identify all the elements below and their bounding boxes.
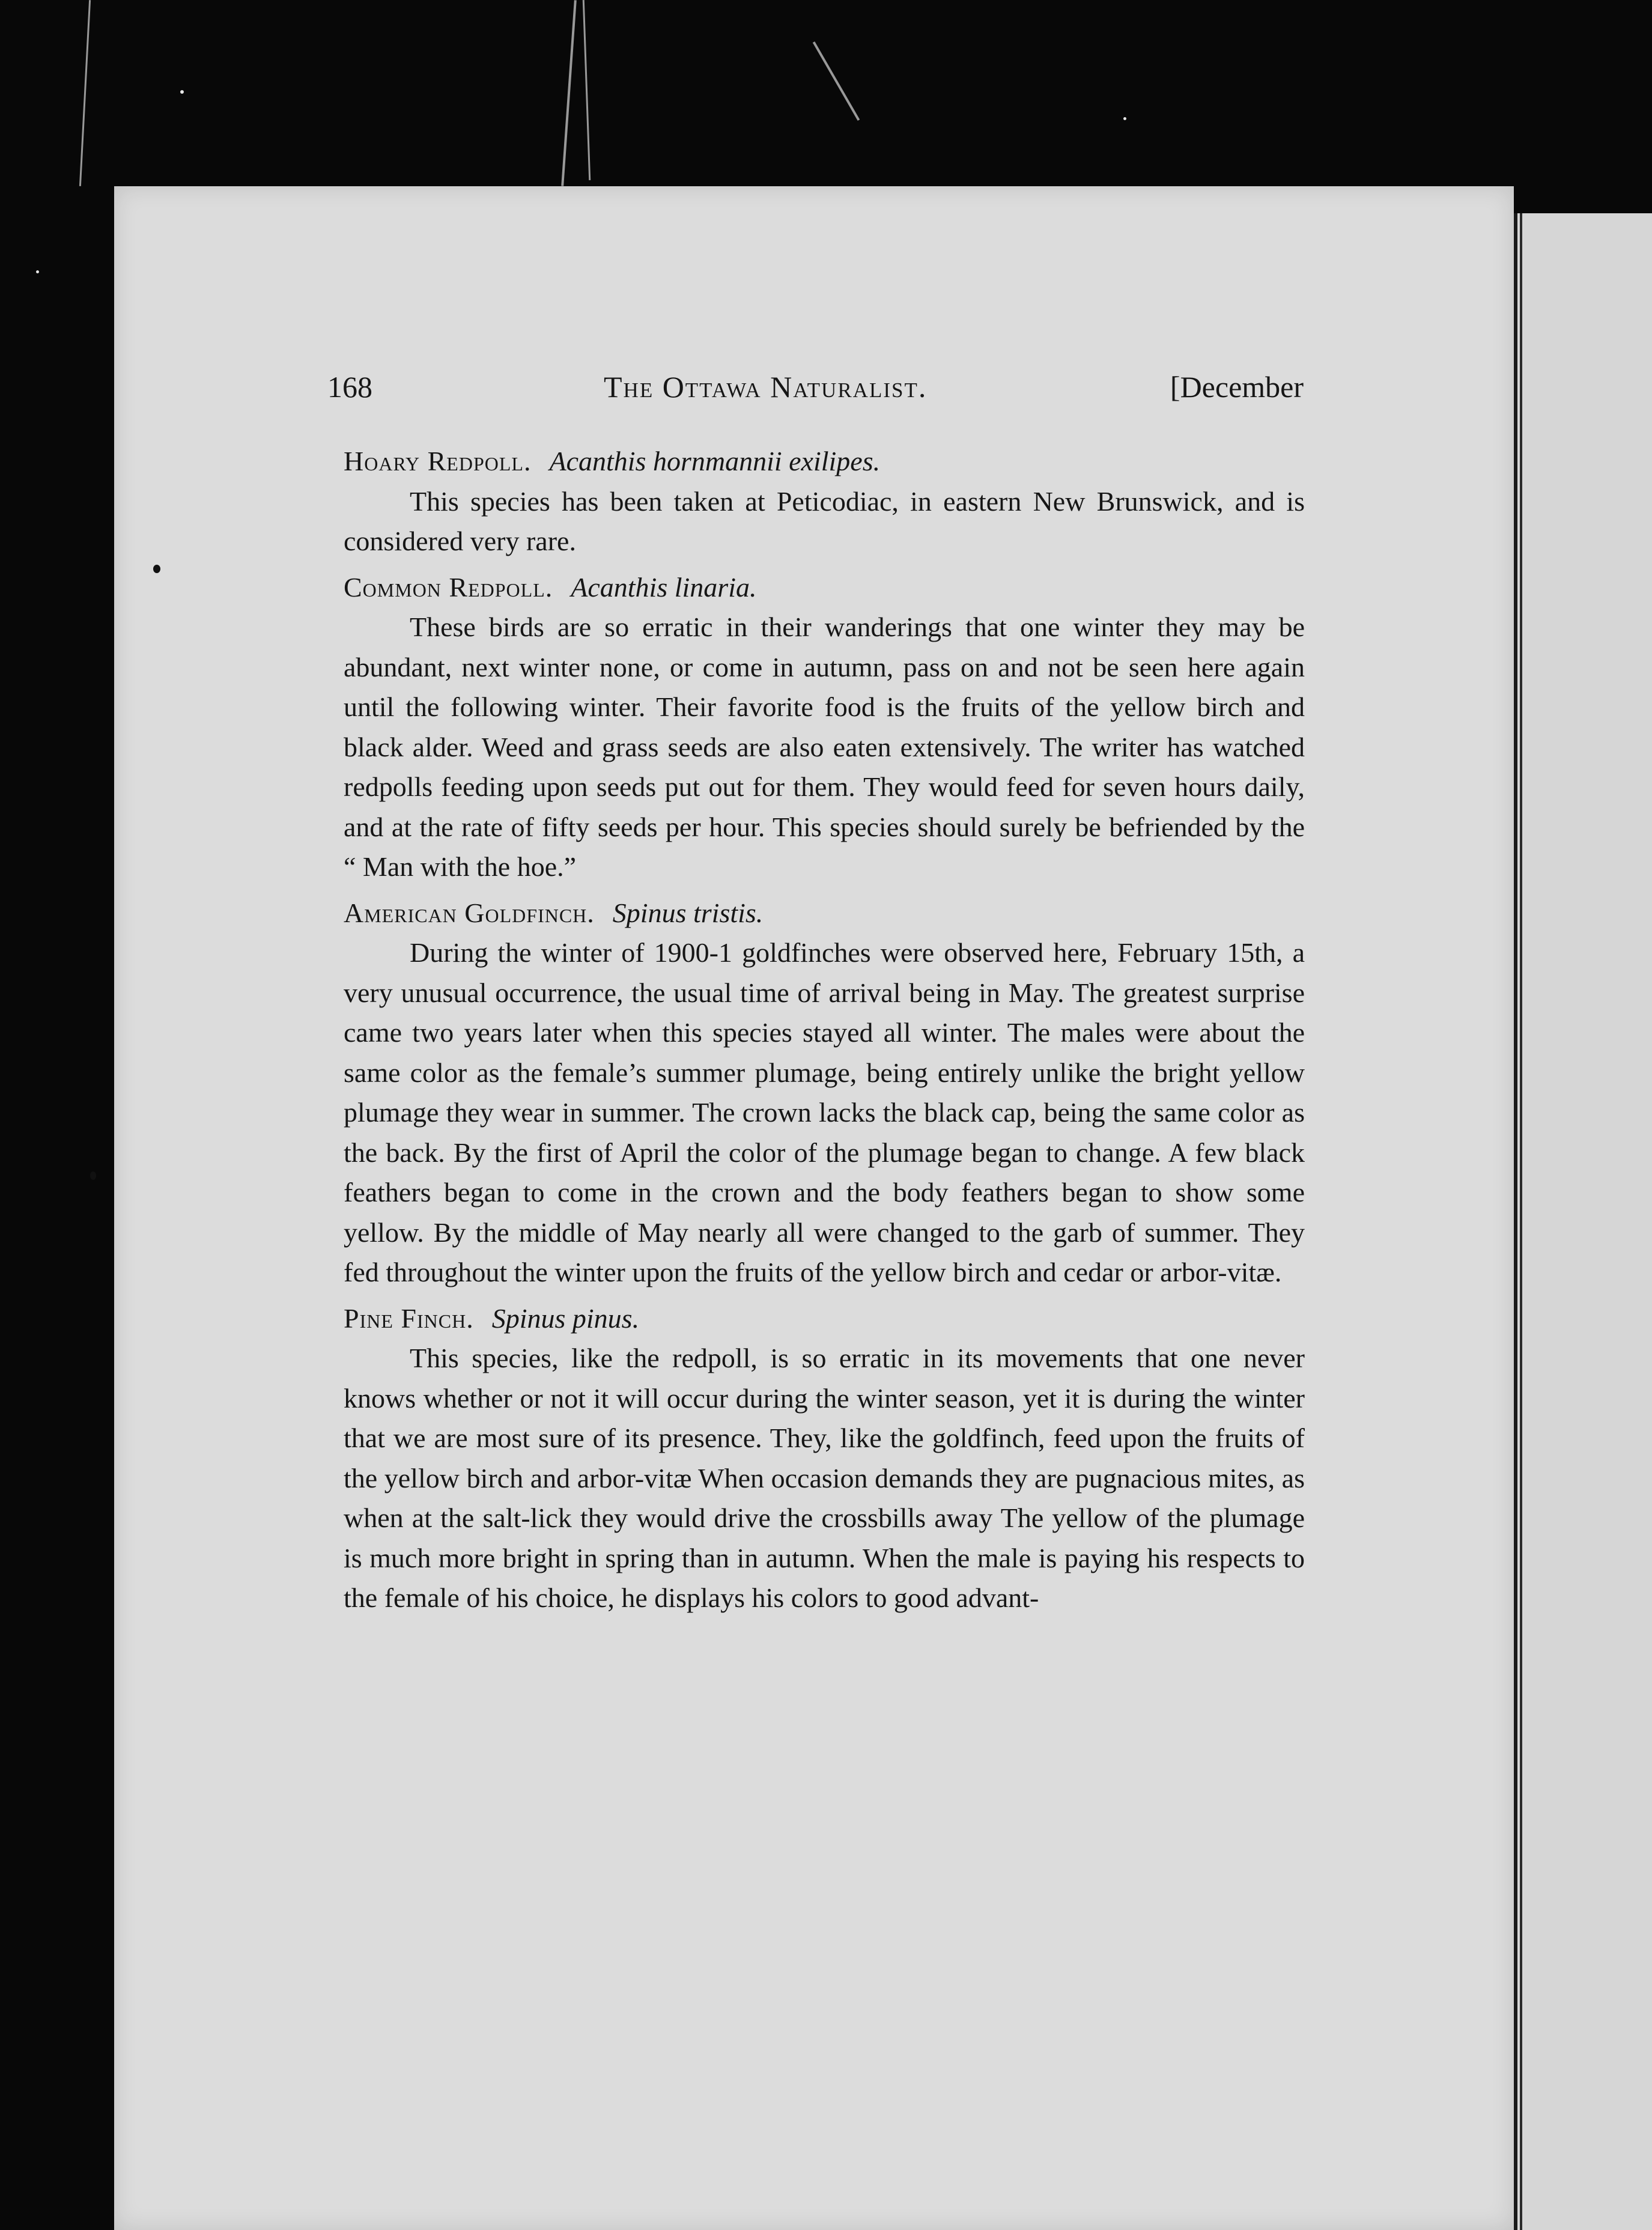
scientific-name: Spinus tristis.: [612, 897, 764, 928]
common-name: Hoary Redpoll.: [344, 446, 532, 476]
scientific-name: Spinus pinus.: [491, 1302, 640, 1334]
ink-blot: [90, 1171, 96, 1180]
species-heading: [344, 568, 1305, 608]
page-number: 168: [327, 370, 372, 404]
species-paragraph: These birds are so erratic in their wanderings that one winter they may be abundant, next winter none, or come in autumn, pass on and not be seen here again until the following winter. Their favorite food is the fruits of the yellow birch and black alder. Weed and grass seeds are also eaten extensively. The writer has watched redpolls feeding upon seeds put out for them. They would feed for seven hours daily, and at the rate of fifty seeds per hour. This species should surely be befriended by the “ Man with the hoe.”: [344, 612, 1305, 882]
journal-title: The Ottawa Naturalist.: [604, 370, 928, 404]
ink-blot: [153, 565, 160, 573]
species-heading: [344, 893, 1305, 934]
scan-dust-speck: [1123, 117, 1126, 120]
facing-page-edge: [1514, 213, 1652, 2230]
species-paragraph: This species, like the redpoll, is so erratic in its movements that one never knows whether or not it will occur during the winter season, yet it is during the winter that we are most sure of its presence. They, like the goldfinch, feed upon the fruits of the yellow birch and arbor-vitæ When occasion demands they are pugnacious mites, as when at the salt-lick they would drive the crossbills away The yellow of the plumage is much more bright in spring than in autumn. When the male is paying his respects to the female of his choice, he displays his colors to good advant-: [344, 1343, 1305, 1613]
species-heading: [344, 1299, 1305, 1339]
running-head: [327, 369, 1304, 412]
species-heading: [344, 442, 1305, 482]
scan-dust-speck: [36, 270, 39, 273]
article-body: [344, 442, 1305, 1621]
common-name: American Goldfinch.: [344, 897, 595, 928]
scan-dust-speck: [180, 90, 184, 94]
species-paragraph: During the winter of 1900-1 goldfinches were observed here, February 15th, a very unusual occurrence, the usual time of arrival being in May. The greatest surprise came two years later when this species stayed all winter. The males were about the same color as the female’s summer plumage, being entirely unlike the bright yellow plumage they wear in summer. The crown lacks the black cap, being the same color as the back. By the first of April the color of the plumage began to change. A few black feathers began to come in the crown and the body feathers began to show some yellow. By the middle of May nearly all were changed to the garb of summer. They fed throughout the winter upon the fruits of the yellow birch and cedar or arbor-vitæ.: [344, 937, 1305, 1287]
page-gutter: [1520, 213, 1522, 2230]
common-name: Common Redpoll.: [344, 571, 553, 603]
scientific-name: Acanthis linaria.: [571, 571, 757, 603]
species-paragraph: This species has been taken at Peticodiac, in eastern New Brunswick, and is considered very rare.: [344, 485, 1305, 556]
issue-month: [December: [1170, 370, 1304, 404]
common-name: Pine Finch.: [344, 1302, 474, 1334]
scientific-name: Acanthis hornmannii exilipes.: [549, 446, 881, 476]
